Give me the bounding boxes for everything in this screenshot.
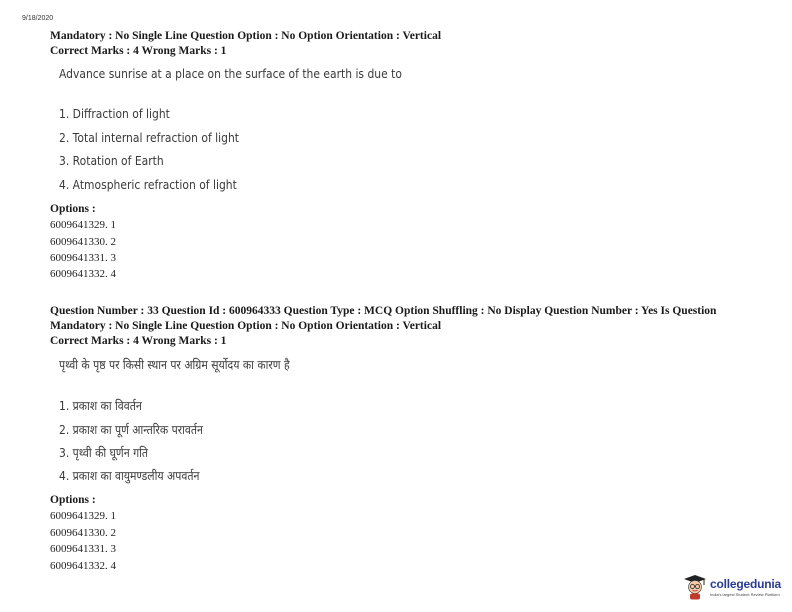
q33-option-2: 2. प्रकाश का पूर्ण आन्तरिक परावर्तन xyxy=(59,422,203,437)
q32-options-label: Options : xyxy=(50,203,96,215)
collegedunia-logo xyxy=(683,574,781,600)
q32-question-text: Advance sunrise at a place on the surface of the earth is due to xyxy=(59,66,402,81)
q32-option-3: 3. Rotation of Earth xyxy=(59,153,164,168)
q32-option-code-3: 6009641331. 3 xyxy=(50,252,116,264)
q33-option-code-2: 6009641330. 2 xyxy=(50,527,116,539)
q33-option-3: 3. पृथ्वी की घूर्णन गति xyxy=(59,445,149,460)
q32-option-code-2: 6009641330. 2 xyxy=(50,236,116,248)
print-date: 9/18/2020 xyxy=(22,15,54,22)
q33-meta-line-0: Question Number : 33 Question Id : 600964333 Question Type : MCQ Option Shuffling : No Display Question Number : Yes Is Question xyxy=(50,305,717,317)
student-mascot-icon xyxy=(683,574,707,600)
q33-options-label: Options : xyxy=(50,494,96,506)
q32-option-4: 4. Atmospheric refraction of light xyxy=(59,177,237,192)
q32-option-code-4: 6009641332. 4 xyxy=(50,268,116,280)
q33-option-4: 4. प्रकाश का वायुमण्डलीय अपवर्तन xyxy=(59,468,200,483)
q32-option-1: 1. Diffraction of light xyxy=(59,106,170,121)
q33-meta-line-1: Mandatory : No Single Line Question Option : No Option Orientation : Vertical xyxy=(50,320,442,332)
q33-option-code-1: 6009641329. 1 xyxy=(50,510,116,522)
collegedunia-brand-name: collegedunia xyxy=(710,577,781,591)
q33-meta-line-2: Correct Marks : 4 Wrong Marks : 1 xyxy=(50,335,227,347)
q33-option-code-3: 6009641331. 3 xyxy=(50,543,116,555)
q32-meta-line-2: Correct Marks : 4 Wrong Marks : 1 xyxy=(50,45,227,57)
q32-meta-line-1: Mandatory : No Single Line Question Option : No Option Orientation : Vertical xyxy=(50,30,442,42)
q32-option-code-1: 6009641329. 1 xyxy=(50,219,116,231)
collegedunia-tagline: India's largest Student Review Platform xyxy=(710,592,780,597)
q32-option-2: 2. Total internal refraction of light xyxy=(59,130,239,145)
q33-question-text: पृथ्वी के पृष्ठ पर किसी स्थान पर अग्रिम सूर्योदय का कारण है xyxy=(59,357,290,372)
q33-option-1: 1. प्रकाश का विवर्तन xyxy=(59,398,142,413)
q33-option-code-4: 6009641332. 4 xyxy=(50,560,116,572)
